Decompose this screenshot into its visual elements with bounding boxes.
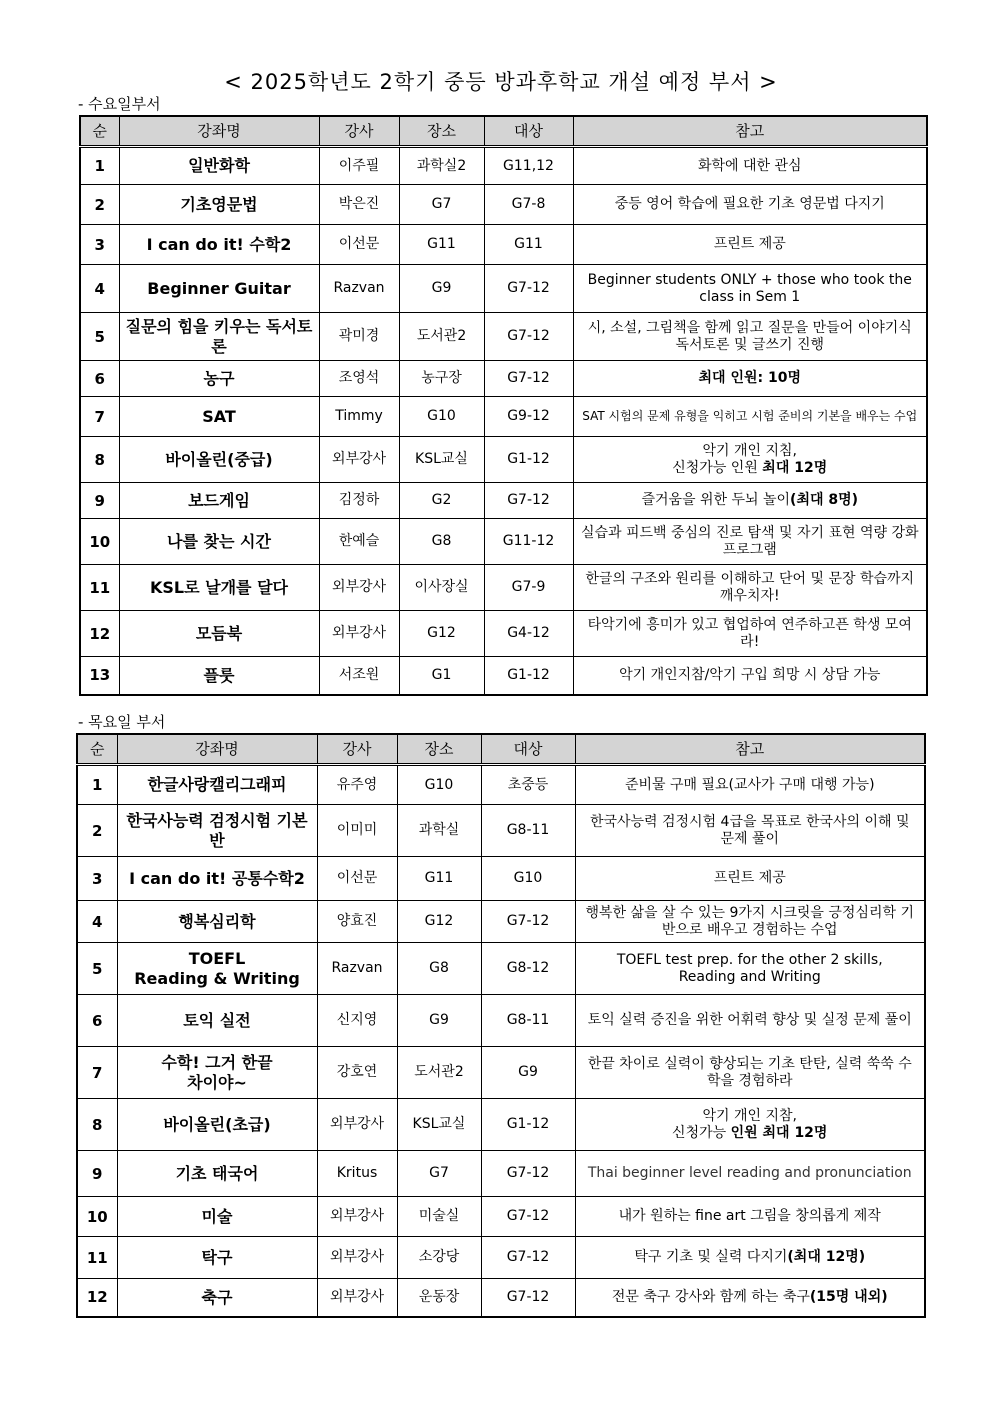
row-no: 9 — [80, 483, 119, 519]
instructor: 곽미경 — [319, 313, 399, 361]
location: 소강당 — [397, 1237, 481, 1279]
table-row — [80, 185, 927, 225]
instructor: 외부강사 — [319, 611, 399, 657]
wednesday-section-label: - 수요일부서 — [78, 95, 161, 113]
location: G10 — [399, 397, 484, 437]
location: G8 — [399, 519, 484, 565]
instructor: 외부강사 — [317, 1197, 397, 1237]
location: G11 — [397, 857, 481, 901]
course-name: 바이올린(중급) — [119, 437, 319, 483]
instructor: Razvan — [317, 943, 397, 995]
location: 이사장실 — [399, 565, 484, 611]
note-line: 악기 개인 지참, — [702, 1107, 797, 1124]
note — [573, 483, 927, 519]
col-header-no: 순 — [80, 116, 119, 147]
row-no: 3 — [80, 225, 119, 265]
note: 토익 실력 증진을 위한 어휘력 향상 및 실정 문제 풀이 — [575, 995, 925, 1047]
note: SAT 시험의 문제 유형을 익히고 시험 준비의 기본을 배우는 수업 — [573, 397, 927, 437]
location: 농구장 — [399, 361, 484, 397]
table-row — [77, 943, 925, 995]
note-text: 탁구 기초 및 실력 다지기 — [634, 1249, 788, 1266]
instructor: 강호연 — [317, 1047, 397, 1099]
target: G1-12 — [484, 657, 573, 695]
note-line: TOEFL test prep. for the other 2 skills, — [616, 951, 883, 968]
location: G11 — [399, 225, 484, 265]
location: 도서관2 — [397, 1047, 481, 1099]
note: 내가 원하는 fine art 그림을 창의롭게 제작 — [575, 1197, 925, 1237]
course-name: 축구 — [117, 1279, 317, 1317]
location: G8 — [397, 943, 481, 995]
location: KSL교실 — [397, 1099, 481, 1151]
instructor: 외부강사 — [317, 1279, 397, 1317]
location: G2 — [399, 483, 484, 519]
location: KSL교실 — [399, 437, 484, 483]
target: G4-12 — [484, 611, 573, 657]
note: 최대 인원: 10명 — [573, 361, 927, 397]
location: G10 — [397, 765, 481, 805]
instructor: 이선문 — [319, 225, 399, 265]
col-header-location: 장소 — [397, 734, 481, 765]
row-no: 7 — [77, 1047, 117, 1099]
location: 미술실 — [397, 1197, 481, 1237]
course-name: 일반화학 — [119, 147, 319, 185]
course-name-line: 수학! 그거 한끝 — [161, 1053, 273, 1073]
course-name: I can do it! 공통수학2 — [117, 857, 317, 901]
note: 한국사능력 검정시험 4급을 목표로 한국사의 이해 및 문제 풀이 — [575, 805, 925, 857]
col-header-course: 강좌명 — [119, 116, 319, 147]
instructor: Kritus — [317, 1151, 397, 1197]
table-row — [77, 995, 925, 1047]
table-header-row — [77, 734, 925, 765]
course-name: 모듬북 — [119, 611, 319, 657]
table-row — [80, 611, 927, 657]
course-name: 행복심리학 — [117, 901, 317, 943]
col-header-target: 대상 — [484, 116, 573, 147]
table-row — [77, 857, 925, 901]
col-header-target: 대상 — [481, 734, 575, 765]
course-name: 한글사랑캘리그래피 — [117, 765, 317, 805]
course-name: 한국사능력 검정시험 기본반 — [117, 805, 317, 857]
row-no: 3 — [77, 857, 117, 901]
row-no: 5 — [77, 943, 117, 995]
course-name: 탁구 — [117, 1237, 317, 1279]
col-header-note: 참고 — [575, 734, 925, 765]
col-header-no: 순 — [77, 734, 117, 765]
table-row — [77, 765, 925, 805]
row-no: 10 — [77, 1197, 117, 1237]
location: G9 — [397, 995, 481, 1047]
row-no: 6 — [80, 361, 119, 397]
col-header-instructor: 강사 — [319, 116, 399, 147]
note: 중등 영어 학습에 필요한 기초 영문법 다지기 — [573, 185, 927, 225]
table-header-row — [80, 116, 927, 147]
instructor: 외부강사 — [317, 1099, 397, 1151]
target: G7-8 — [484, 185, 573, 225]
location: G12 — [399, 611, 484, 657]
instructor: 박은진 — [319, 185, 399, 225]
table-row — [80, 437, 927, 483]
table-row — [80, 657, 927, 695]
instructor: 이선문 — [317, 857, 397, 901]
target: G11 — [484, 225, 573, 265]
location: 운동장 — [397, 1279, 481, 1317]
course-name: 질문의 힘을 키우는 독서토론 — [119, 313, 319, 361]
target: G7-12 — [484, 361, 573, 397]
note-text: 신청가능 인원 — [672, 459, 763, 476]
instructor: 신지영 — [317, 995, 397, 1047]
target: G11-12 — [484, 519, 573, 565]
note-line: 악기 개인 지침, — [702, 442, 797, 459]
instructor: 한예슬 — [319, 519, 399, 565]
note — [575, 943, 925, 995]
target: G7-12 — [484, 265, 573, 313]
location: G7 — [399, 185, 484, 225]
col-header-course: 강좌명 — [117, 734, 317, 765]
note: 타악기에 흥미가 있고 협업하여 연주하고픈 학생 모여라! — [573, 611, 927, 657]
target: G7-12 — [481, 1279, 575, 1317]
note-line: Reading and Writing — [678, 968, 821, 985]
row-no: 6 — [77, 995, 117, 1047]
instructor: 김정하 — [319, 483, 399, 519]
course-name — [117, 1047, 317, 1099]
location: G12 — [397, 901, 481, 943]
table-row — [80, 519, 927, 565]
note: Beginner students ONLY + those who took the class in Sem 1 — [573, 265, 927, 313]
table-row — [77, 1197, 925, 1237]
course-name: 플룻 — [119, 657, 319, 695]
instructor: 양효진 — [317, 901, 397, 943]
course-name: KSL로 날개를 달다 — [119, 565, 319, 611]
row-no: 11 — [80, 565, 119, 611]
row-no: 10 — [80, 519, 119, 565]
course-name-line: Reading & Writing — [134, 968, 300, 988]
target: G1-12 — [481, 1099, 575, 1151]
table-row — [80, 361, 927, 397]
target: G7-12 — [484, 313, 573, 361]
target: G7-12 — [484, 483, 573, 519]
course-name: 토익 실전 — [117, 995, 317, 1047]
table-row — [77, 805, 925, 857]
row-no: 9 — [77, 1151, 117, 1197]
target: G1-12 — [484, 437, 573, 483]
target: G7-9 — [484, 565, 573, 611]
row-no: 4 — [80, 265, 119, 313]
table-row — [77, 1237, 925, 1279]
row-no: 2 — [80, 185, 119, 225]
col-header-note: 참고 — [573, 116, 927, 147]
table-row — [80, 225, 927, 265]
row-no: 7 — [80, 397, 119, 437]
location: 과학실 — [397, 805, 481, 857]
note — [573, 437, 927, 483]
wednesday-table — [79, 115, 928, 696]
target: G7-12 — [481, 1197, 575, 1237]
note: 한끝 차이로 실력이 향상되는 기초 탄탄, 실력 쑥쑥 수학을 경험하라 — [575, 1047, 925, 1099]
course-name: 기초영문법 — [119, 185, 319, 225]
note — [575, 1279, 925, 1317]
table-row — [80, 565, 927, 611]
table-row — [80, 313, 927, 361]
target: 초중등 — [481, 765, 575, 805]
table-row — [80, 397, 927, 437]
row-no: 8 — [77, 1099, 117, 1151]
thursday-section-label: - 목요일 부서 — [78, 713, 166, 731]
instructor: 서조원 — [319, 657, 399, 695]
instructor: 외부강사 — [317, 1237, 397, 1279]
course-name — [117, 943, 317, 995]
note: 행복한 삶을 살 수 있는 9가지 시크릿을 긍정심리학 기반으로 배우고 경험하는 수업 — [575, 901, 925, 943]
location: G9 — [399, 265, 484, 313]
course-name-line: TOEFL — [188, 949, 246, 969]
row-no: 12 — [77, 1279, 117, 1317]
instructor: Razvan — [319, 265, 399, 313]
note — [575, 1237, 925, 1279]
instructor: 조영석 — [319, 361, 399, 397]
col-header-instructor: 강사 — [317, 734, 397, 765]
target: G9 — [481, 1047, 575, 1099]
note-highlight: (15명 내외) — [809, 1288, 888, 1305]
course-name: Beginner Guitar — [119, 265, 319, 313]
row-no: 1 — [77, 765, 117, 805]
row-no: 5 — [80, 313, 119, 361]
row-no: 2 — [77, 805, 117, 857]
instructor: 이미미 — [317, 805, 397, 857]
course-name: 기초 태국어 — [117, 1151, 317, 1197]
row-no: 11 — [77, 1237, 117, 1279]
course-name: 미술 — [117, 1197, 317, 1237]
table-row — [80, 265, 927, 313]
table-row — [77, 1099, 925, 1151]
location: 과학실2 — [399, 147, 484, 185]
page-title: < 2025학년도 2학기 중등 방과후학교 개설 예정 부서 > — [224, 70, 778, 94]
row-no: 8 — [80, 437, 119, 483]
table-row — [80, 483, 927, 519]
table-row — [80, 147, 927, 185]
note: 한글의 구조와 원리를 이해하고 단어 및 문장 학습까지 깨우치자! — [573, 565, 927, 611]
table-row — [77, 1279, 925, 1317]
target: G8-12 — [481, 943, 575, 995]
table-row — [77, 1151, 925, 1197]
course-name: I can do it! 수학2 — [119, 225, 319, 265]
note-highlight: 인원 최대 12명 — [730, 1124, 828, 1141]
note-text: 전문 축구 강사와 함께 하는 축구 — [611, 1288, 810, 1305]
thursday-table — [76, 733, 926, 1318]
target: G7-12 — [481, 901, 575, 943]
target: G11,12 — [484, 147, 573, 185]
target: G9-12 — [484, 397, 573, 437]
target: G7-12 — [481, 1151, 575, 1197]
course-name: SAT — [119, 397, 319, 437]
target: G10 — [481, 857, 575, 901]
instructor: 외부강사 — [319, 565, 399, 611]
col-header-location: 장소 — [399, 116, 484, 147]
location: 도서관2 — [399, 313, 484, 361]
target: G7-12 — [481, 1237, 575, 1279]
course-name: 보드게임 — [119, 483, 319, 519]
instructor: 이주필 — [319, 147, 399, 185]
note: 프린트 제공 — [573, 225, 927, 265]
target: G8-11 — [481, 995, 575, 1047]
note — [575, 1099, 925, 1151]
row-no: 4 — [77, 901, 117, 943]
note: 화학에 대한 관심 — [573, 147, 927, 185]
instructor: Timmy — [319, 397, 399, 437]
note-highlight: 최대 12명 — [762, 459, 828, 476]
note: 준비물 구매 필요(교사가 구매 대행 가능) — [575, 765, 925, 805]
note: Thai beginner level reading and pronunciation — [575, 1151, 925, 1197]
note-text: 즐거움을 위한 두뇌 놀이 — [641, 492, 791, 509]
table-row — [77, 901, 925, 943]
course-name: 농구 — [119, 361, 319, 397]
note-highlight: (최대 8명) — [790, 492, 859, 509]
instructor: 외부강사 — [319, 437, 399, 483]
note: 실습과 피드백 중심의 진로 탐색 및 자기 표현 역량 강화 프로그램 — [573, 519, 927, 565]
location: G7 — [397, 1151, 481, 1197]
course-name: 나를 찾는 시간 — [119, 519, 319, 565]
note: 프린트 제공 — [575, 857, 925, 901]
location: G1 — [399, 657, 484, 695]
row-no: 1 — [80, 147, 119, 185]
row-no: 13 — [80, 657, 119, 695]
instructor: 유주영 — [317, 765, 397, 805]
note-highlight: (최대 12명) — [787, 1249, 866, 1266]
note: 시, 소설, 그림책을 함께 읽고 질문을 만들어 이야기식 독서토론 및 글쓰기 진행 — [573, 313, 927, 361]
note: 악기 개인지참/악기 구입 희망 시 상담 가능 — [573, 657, 927, 695]
target: G8-11 — [481, 805, 575, 857]
note-text: 신청가능 — [672, 1124, 731, 1141]
table-row — [77, 1047, 925, 1099]
row-no: 12 — [80, 611, 119, 657]
course-name: 바이올린(초급) — [117, 1099, 317, 1151]
course-name-line: 차이야~ — [187, 1072, 247, 1092]
